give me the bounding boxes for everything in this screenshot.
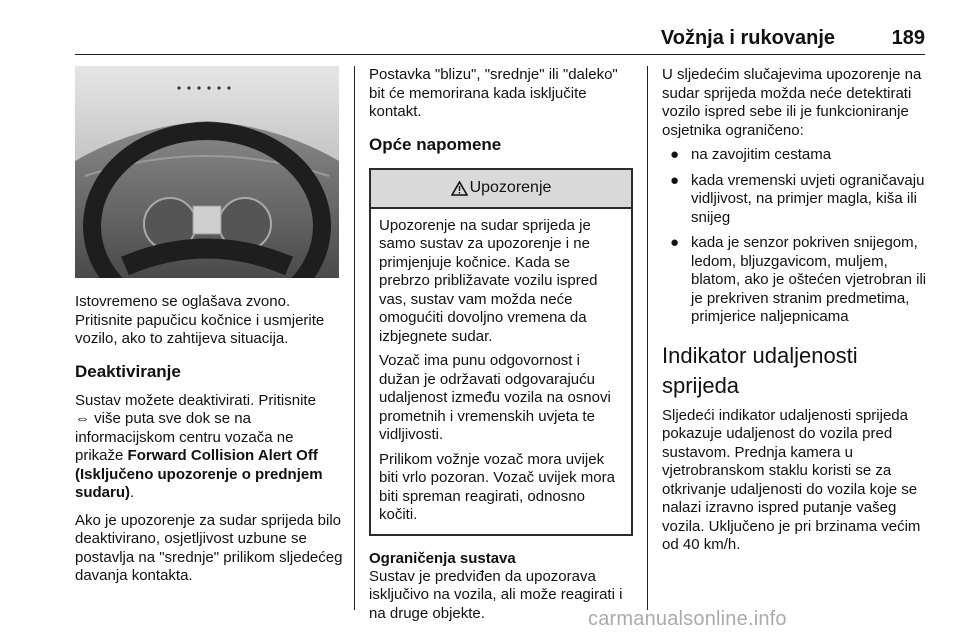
warning-box [369, 168, 633, 536]
list-item: ● kada vremenski uvjeti ograničavaju vidljivost, na primjer magla, kiša ili snijeg [670, 171, 925, 226]
column-2 [369, 66, 633, 623]
list-item: ● na zavojitim cestama [670, 146, 832, 163]
caption-line-2: Pritisnite papučicu kočnice i usmjerite vozilo, ako to zahtijeva situacija. [75, 311, 325, 347]
bullet-icon: ● [670, 234, 680, 251]
bullet-icon: ● [670, 171, 680, 189]
conditions-intro: U sljedećim slučajevima upozorenje na sudar sprijeda možda neće detektirati vozilo ispred sebe ili je funkcioniranje osjetnika ograničeno: [662, 66, 922, 139]
bullet-icon: ● [670, 146, 680, 163]
section-heading-deactivate: Deaktiviranje [75, 361, 181, 381]
warning-triangle-icon [451, 181, 468, 196]
column-3 [662, 66, 930, 555]
warning-paragraph-1: Upozorenje na sudar sprijeda je samo sustav za upozorenje i ne primjenjuje kočnice. Kada se prebrzo približavate vozilu ispred vas, sustav vam možda neće omogućiti dovoljno vremena da izbjegnete sudar. [379, 216, 598, 345]
running-title: Vožnja i rukovanje [660, 27, 835, 49]
memory-paragraph: Postavka "blizu", "srednje" ili "daleko" bit će memorirana kada isključite kontakt. [369, 66, 618, 120]
subheading-limitations: Ograničenja sustava [369, 549, 516, 567]
conditions-list [662, 146, 930, 327]
column-divider-1 [354, 66, 355, 610]
warning-title: Upozorenje [469, 178, 552, 196]
deactivate-paragraph: Sustav možete deaktivirati. Pritisnite ⇔ više puta sve dok se na informacijskom centru vozača ne prikaže Forward Collision Alert Off (Isključeno upozorenje o prednjem sudaru). [75, 391, 323, 501]
section-heading-distance-indicator: Indikator udaljenosti sprijeda [662, 342, 858, 398]
distance-indicator-paragraph: Sljedeći indikator udaljenosti sprijeda pokazuje udaljenost do vozila pred sustavom. Prednja kamera u vjetrobranskom staklu koristi se za otkrivanje udaljenosti do vozila koje se nalazi izravno ispred putanje vašeg vozila. Uključeno je pri brzinama većim od 40 km/h. [662, 406, 921, 553]
section-heading-general: Opće napomene [369, 134, 502, 154]
list-item: ● kada je senzor pokriven snijegom, ledom, bljuzgavicom, muljem, blatom, ako je oštećen vjetrobran ili je prekriven stranim predmetima, primjerice naljepnicama [670, 234, 927, 325]
page-number: 189 [891, 27, 925, 49]
limitations-paragraph: Sustav je predviđen da upozorava isključivo na vozila, ali može reagirati i na druge objekte. [369, 567, 623, 622]
warning-header [371, 170, 631, 209]
dashboard-photo [75, 66, 339, 278]
warning-body [371, 209, 631, 534]
warning-paragraph-3: Prilikom vožnje vozač mora uvijek biti vrlo pozoran. Vozač uvijek mora biti spreman reagirati, odnosno kočiti. [379, 450, 615, 523]
steering-button-icon: ⇔ [75, 410, 90, 427]
caption-line-1: Istovremeno se oglašava zvono. [75, 293, 291, 310]
column-divider-2 [647, 66, 648, 610]
watermark: carmanualsonline.info [588, 608, 787, 630]
column-1 [75, 66, 345, 586]
sensitivity-paragraph: Ako je upozorenje za sudar sprijeda bilo deaktivirano, osjetljivost uzbune se postavlja na "srednje" prilikom sljedećeg davanja kontakta. [75, 511, 343, 584]
header-rule [75, 54, 925, 55]
warning-paragraph-2: Vozač ima punu odgovornost i dužan je održavati odgovarajuću udaljenost između vozila na osnovi prometnih i vremenskih uvjeta te vidljivosti. [379, 352, 611, 443]
message-text: Forward Collision Alert Off (Isključeno upozorenje o prednjem sudaru) [75, 447, 323, 501]
page-header [0, 0, 960, 56]
